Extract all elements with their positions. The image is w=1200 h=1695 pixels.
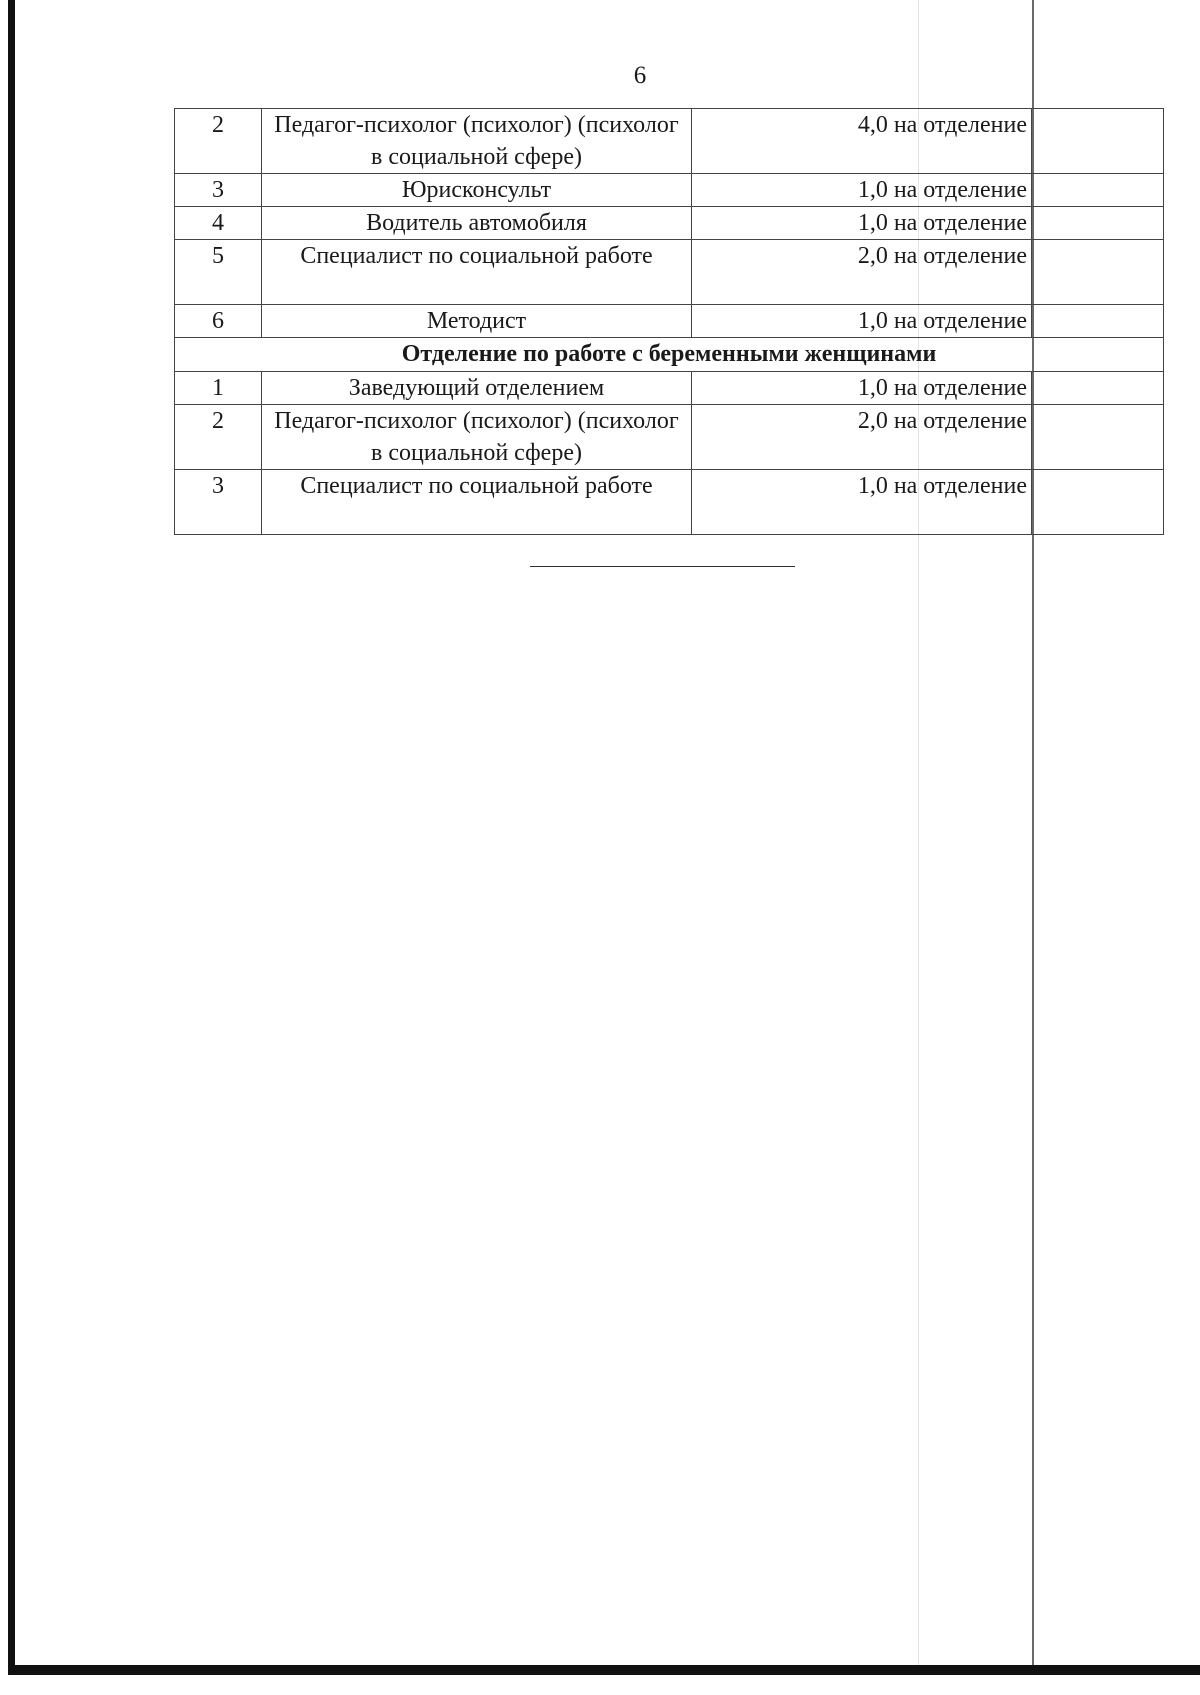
row-note [1032,470,1164,535]
position-name: Педагог-психолог (психолог) (психолог в социальной сфере) [262,109,692,174]
staff-quantity: 1,0 на отделение [692,174,1032,207]
row-note [1032,305,1164,338]
table-row [175,174,1164,207]
staffing-table [174,108,1164,535]
staff-quantity: 4,0 на отделение [692,109,1032,174]
section-title: Отделение по работе с беременными женщинами [175,338,1164,372]
row-number: 2 [175,109,262,174]
row-note [1032,109,1164,174]
position-name: Водитель автомобиля [262,207,692,240]
scan-border-left [8,0,15,1675]
row-note [1032,207,1164,240]
row-note [1032,372,1164,405]
staff-quantity: 1,0 на отделение [692,372,1032,405]
staff-quantity: 1,0 на отделение [692,305,1032,338]
table-row [175,405,1164,470]
row-note [1032,405,1164,470]
table-row [175,470,1164,535]
row-number: 3 [175,174,262,207]
staff-quantity: 2,0 на отделение [692,240,1032,305]
end-of-table-rule [530,566,795,567]
position-name: Специалист по социальной работе [262,470,692,535]
staff-quantity: 2,0 на отделение [692,405,1032,470]
staff-quantity: 1,0 на отделение [692,470,1032,535]
position-name: Юрисконсульт [262,174,692,207]
table-row [175,109,1164,174]
row-number: 4 [175,207,262,240]
table-row [175,372,1164,405]
row-note [1032,174,1164,207]
table-row [175,305,1164,338]
row-number: 5 [175,240,262,305]
row-number: 6 [175,305,262,338]
staff-quantity: 1,0 на отделение [692,207,1032,240]
row-number: 2 [175,405,262,470]
row-number: 3 [175,470,262,535]
page-number: 6 [633,62,647,89]
section-header-row [175,338,1164,372]
position-name: Педагог-психолог (психолог) (психолог в социальной сфере) [262,405,692,470]
table-row [175,207,1164,240]
row-note [1032,240,1164,305]
position-name: Специалист по социальной работе [262,240,692,305]
position-name: Методист [262,305,692,338]
row-number: 1 [175,372,262,405]
scan-border-bottom [8,1665,1200,1675]
table-row [175,240,1164,305]
position-name: Заведующий отделением [262,372,692,405]
